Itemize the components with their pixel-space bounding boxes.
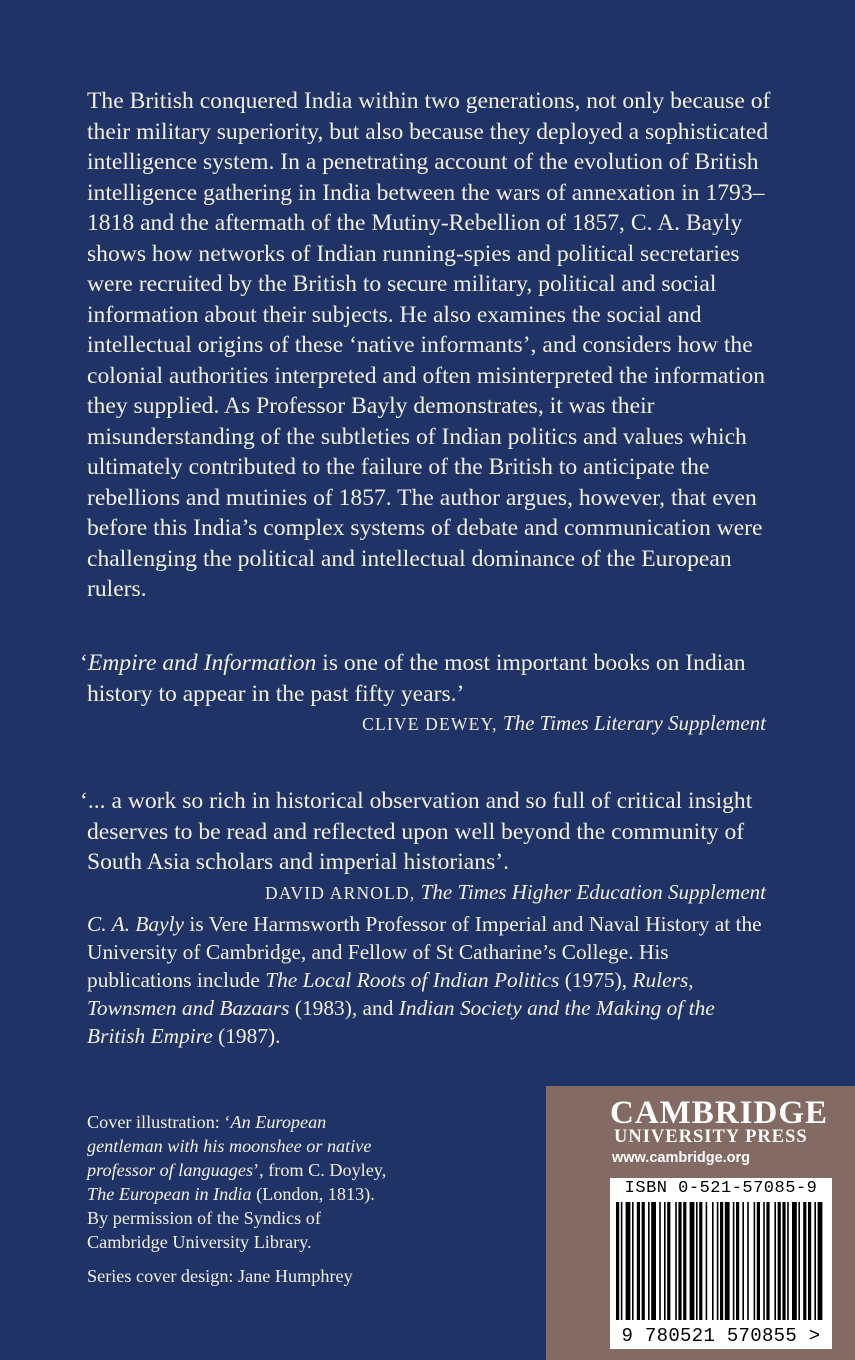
barcode-bar — [742, 1202, 744, 1320]
review-quote-1 — [80, 648, 780, 738]
quoted-book-title: Empire and Information — [87, 650, 317, 676]
cover-illustration-credit: Cover illustration: ‘An European gentleman with his moonshee or native professor of languages’, from C. Doyley, The European in India (London, 1813). By permission of the Syndics of Cambridge University Library. — [87, 1112, 387, 1252]
quote-attribution — [80, 709, 780, 738]
barcode-bar — [757, 1202, 760, 1320]
barcode-bar — [754, 1202, 756, 1320]
barcode-bar — [803, 1202, 806, 1320]
barcode-bar — [787, 1202, 789, 1320]
publisher-website: www.cambridge.org — [612, 1150, 751, 1166]
barcode-bar — [683, 1202, 686, 1320]
publisher-panel — [546, 1086, 855, 1360]
barcode-bar — [690, 1202, 695, 1320]
barcode-bar — [678, 1202, 681, 1320]
author-name: C. A. Bayly — [87, 912, 185, 936]
isbn-number: ISBN 0-521-57085-9 — [624, 1179, 818, 1198]
barcode-bar — [725, 1202, 730, 1320]
review-source: The Times Literary Supplement — [502, 711, 766, 735]
barcode-bar — [720, 1202, 723, 1320]
barcode-bars — [616, 1202, 826, 1326]
reviewer-name: CLIVE DEWEY, — [362, 714, 498, 734]
barcode-bar — [736, 1202, 739, 1320]
quote-text: ‘... a work so rich in historical observation and so full of critical insight deserves to be read and reflected upon well beyond the community of South Asia scholars and imperial historians’. — [80, 788, 753, 875]
quote-attribution — [80, 878, 780, 907]
barcode-bar — [616, 1202, 619, 1320]
barcode-bar — [696, 1202, 698, 1320]
barcode-bar — [792, 1202, 797, 1320]
author-bio: C. A. Bayly is Vere Harmsworth Professor of Imperial and Naval History at the University of Cambridge, and Fellow of St Catharine’s College. His publications include The Local Roots of Indian Politics (1975), Rulers, Townsmen and Bazaars (1983), and Indian Society and the Making of the British Empire (1987). — [87, 912, 762, 1048]
barcode-label — [610, 1178, 832, 1349]
barcode-bar — [782, 1202, 785, 1320]
publisher-subtitle: UNIVERSITY PRESS — [614, 1127, 808, 1147]
barcode-bar — [632, 1202, 634, 1320]
barcode-bar — [766, 1202, 769, 1320]
barcode-bar — [706, 1202, 708, 1320]
barcode-bar — [664, 1202, 666, 1320]
barcode-bar — [747, 1202, 749, 1320]
barcode-bar — [637, 1202, 640, 1320]
barcode-bar — [699, 1202, 702, 1320]
barcode-bar — [814, 1202, 816, 1320]
barcode-bar — [626, 1202, 631, 1320]
barcode-bar — [774, 1202, 776, 1320]
quote-text: ‘Empire and Information is one of the most important books on Indian history to appear in the past fifty years.’ — [80, 650, 746, 707]
barcode-bar — [651, 1202, 656, 1320]
publisher-logo: CAMBRIDGE — [610, 1095, 829, 1131]
review-quote-2 — [80, 786, 780, 907]
barcode-bar — [659, 1202, 661, 1320]
barcode-bar — [733, 1202, 735, 1320]
barcode-bar — [648, 1202, 650, 1320]
barcode-bar — [763, 1202, 765, 1320]
barcode-bar — [818, 1202, 823, 1320]
review-source: The Times Higher Education Supplement — [420, 879, 766, 904]
description-blurb: The British conquered India within two generations, not only because of their military superiority, but also because they deployed a sophisticated intelligence system. In a penetrating account of the evolution of British intelligence gathering in India between the wars of annexation in 1793–1818 and the aftermath of the Mutiny-Rebellion of 1857, C. A. Bayly shows how networks of Indian running-spies and political secretaries were recruited by the British to secure military, political and social information about their subjects. He also examines the social and intellectual origins of these ‘native informants’, and considers how the colonial authorities interpreted and often misinterpreted the information they supplied. As Professor Bayly demonstrates, it was their misunderstanding of the subtleties of Indian politics and values which ultimately contributed to the failure of the British to anticipate the rebellions and mutinies of 1857. The author argues, however, that even before this India’s complex systems of debate and communication were challenging the political and intellectual dominance of the European rulers. — [87, 88, 771, 602]
barcode-bar — [808, 1202, 811, 1320]
ean-number: 9 780521 570855 > — [621, 1325, 821, 1347]
series-design-credit: Series cover design: Jane Humphrey — [87, 1266, 353, 1286]
reviewer-name: DAVID ARNOLD, — [265, 882, 416, 903]
barcode-bar — [798, 1202, 800, 1320]
barcode-bar — [717, 1202, 719, 1320]
barcode-bar — [621, 1202, 623, 1320]
barcode-bar — [675, 1202, 677, 1320]
barcode-bar — [667, 1202, 670, 1320]
barcode-bar — [642, 1202, 645, 1320]
barcode-bar — [712, 1202, 714, 1320]
barcode-bar — [778, 1202, 781, 1320]
